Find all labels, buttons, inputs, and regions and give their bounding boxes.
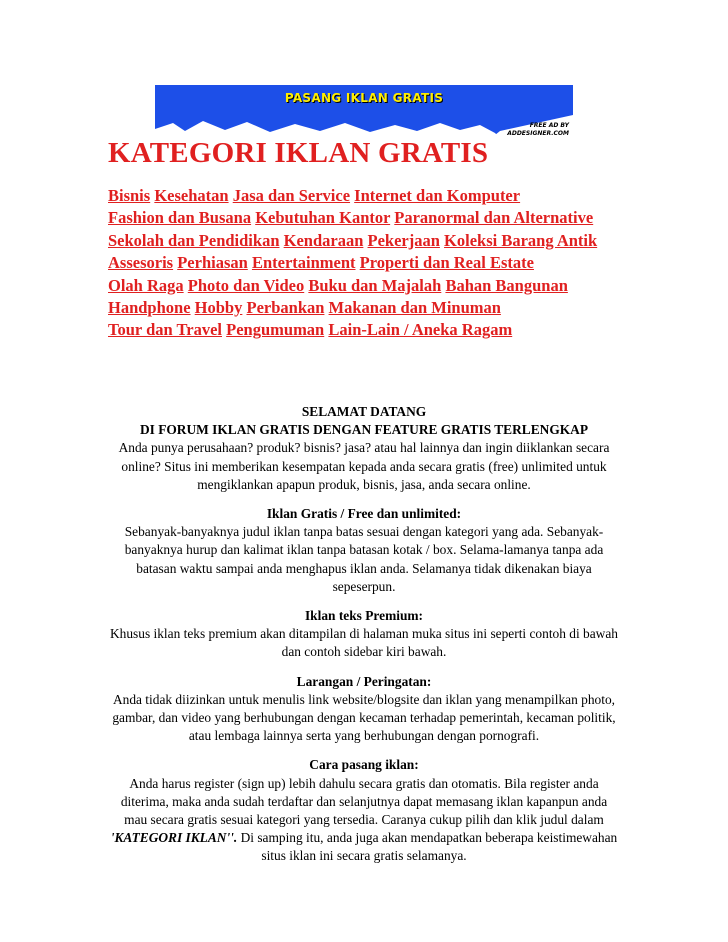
category-link-perbankan[interactable]: Perbankan bbox=[246, 298, 325, 318]
main-content bbox=[108, 403, 620, 866]
category-link-tour-dan-travel[interactable]: Tour dan Travel bbox=[108, 320, 223, 340]
kategori-iklan-emphasis: 'KATEGORI IKLAN''. bbox=[110, 830, 238, 846]
cara-pasang-text-after: Di samping itu, anda juga akan mendapatkan beberapa keistimewahan situs iklan ini secara gratis selamanya. bbox=[237, 830, 618, 864]
category-link-fashion-dan-busana[interactable]: Fashion dan Busana bbox=[108, 208, 252, 228]
section-title-premium: Iklan teks Premium: bbox=[304, 608, 424, 624]
category-link-photo-dan-video[interactable]: Photo dan Video bbox=[187, 275, 305, 295]
category-link-pengumuman[interactable]: Pengumuman bbox=[226, 320, 325, 340]
banner-credit-line1: FREE AD BY bbox=[529, 122, 569, 129]
category-link-properti-dan-real-estate[interactable]: Properti dan Real Estate bbox=[359, 253, 534, 273]
category-link-paranormal-dan-alternative[interactable]: Paranormal dan Alternative bbox=[394, 208, 594, 228]
section-title-larangan: Larangan / Peringatan: bbox=[296, 673, 432, 689]
section-title-free: Iklan Gratis / Free dan unlimited: bbox=[266, 506, 462, 522]
banner-credit-line2: ADDESIGNER.COM bbox=[507, 130, 569, 137]
category-link-sekolah-dan-pendidikan[interactable]: Sekolah dan Pendidikan bbox=[108, 230, 280, 250]
category-link-kebutuhan-kantor[interactable]: Kebutuhan Kantor bbox=[255, 208, 391, 228]
category-link-kesehatan[interactable]: Kesehatan bbox=[154, 186, 229, 205]
category-link-buku-dan-majalah[interactable]: Buku dan Majalah bbox=[308, 275, 442, 295]
welcome-subtitle: DI FORUM IKLAN GRATIS DENGAN FEATURE GRATIS TERLENGKAP bbox=[139, 422, 588, 438]
category-link-perhiasan[interactable]: Perhiasan bbox=[177, 253, 248, 273]
page-heading: KATEGORI IKLAN GRATIS bbox=[108, 137, 489, 169]
category-link-hobby[interactable]: Hobby bbox=[194, 298, 243, 318]
section-text-larangan: Anda tidak diizinkan untuk menulis link website/blogsite dan iklan yang menampilkan photo, gambar, dan video yang berhubungan dengan kecaman terhadap pemerintah, kecaman politik, atau lembaga lainnya serta yang berhubungan dengan pornografi. bbox=[112, 691, 616, 744]
section-text-free: Sebanyak-banyaknya judul iklan tanpa batas sesuai dengan kategori yang ada. Sebanyak-banyaknya hurup dan kalimat iklan tanpa batasan kotak / box. Selama-lamanya tanpa ada batasan waktu sampai anda menghapus iklan anda. Selamanya tidak dikenakan biaya sepeserpun. bbox=[124, 524, 604, 594]
section-title-cara-pasang: Cara pasang iklan: bbox=[309, 757, 419, 773]
pasang-iklan-banner[interactable] bbox=[155, 85, 573, 143]
banner-credit bbox=[503, 122, 569, 138]
category-link-internet-dan-komputer[interactable]: Internet dan Komputer bbox=[354, 186, 521, 205]
welcome-title: SELAMAT DATANG bbox=[301, 404, 427, 419]
cara-pasang-text-before: Anda harus register (sign up) lebih dahulu secara gratis dan otomatis. Bila register anda diterima, maka anda sudah terdaftar dan selanjutnya dapat memasang iklan kapanpun anda mau secara gratis sesuai kategori yang tersedia. Caranya cukup pilih dan klik judul dalam bbox=[120, 775, 608, 828]
category-link-bisnis[interactable]: Bisnis bbox=[108, 186, 151, 205]
category-link-handphone[interactable]: Handphone bbox=[108, 298, 191, 318]
category-links bbox=[108, 185, 628, 342]
category-link-entertainment[interactable]: Entertainment bbox=[251, 253, 356, 273]
category-link-makanan-dan-minuman[interactable]: Makanan dan Minuman bbox=[328, 298, 501, 318]
category-link-olah-raga[interactable]: Olah Raga bbox=[108, 275, 184, 295]
welcome-text: Anda punya perusahaan? produk? bisnis? jasa? atau hal lainnya dan ingin diiklankan secara online? Situs ini memberikan kesempatan kepada anda secara gratis (free) unlimited untuk mengiklankan apapun produk, bisnis, jasa, anda secara online. bbox=[118, 440, 610, 492]
category-link-bahan-bangunan[interactable]: Bahan Bangunan bbox=[445, 275, 568, 295]
category-link-pekerjaan[interactable]: Pekerjaan bbox=[367, 230, 440, 250]
category-link-assesoris[interactable]: Assesoris bbox=[108, 253, 174, 273]
category-link-koleksi-barang-antik[interactable]: Koleksi Barang Antik bbox=[444, 230, 598, 250]
banner-title: PASANG IKLAN GRATIS bbox=[284, 91, 444, 105]
category-link-jasa-dan-service[interactable]: Jasa dan Service bbox=[232, 186, 351, 205]
category-link-lain-lain[interactable]: Lain-Lain / Aneka Ragam bbox=[328, 320, 513, 340]
section-text-premium: Khusus iklan teks premium akan ditampilan di halaman muka situs ini seperti contoh di bawah dan contoh sidebar kiri bawah. bbox=[109, 626, 618, 660]
section-text-cara-pasang bbox=[108, 775, 620, 866]
category-link-kendaraan[interactable]: Kendaraan bbox=[283, 230, 364, 250]
